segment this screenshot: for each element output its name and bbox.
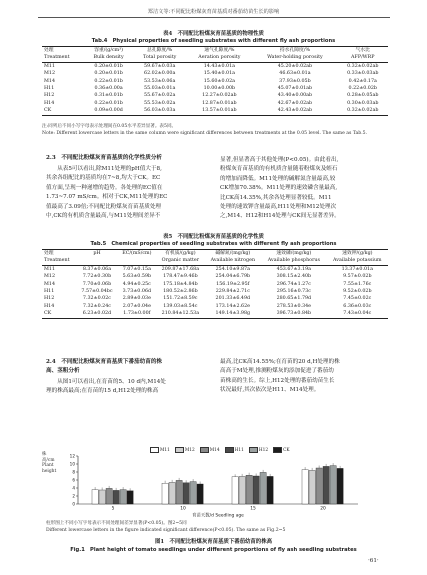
- table5-cell: 254.04±6.79b: [215, 274, 251, 280]
- table4-cell: 42.67±0.02ab: [277, 100, 313, 106]
- paragraph-line: 处理的速效钾含量最高,H11处理和M12处理次: [220, 204, 337, 211]
- table5-cell: H11: [44, 289, 55, 295]
- table4-cell: 46.63±0.01a: [279, 71, 311, 77]
- table4-cell: 0.22±0.01b: [94, 100, 123, 106]
- table4-cell: 10.00±0.00b: [203, 86, 236, 92]
- bar: [330, 466, 336, 504]
- bar: [162, 483, 168, 504]
- table5-cell: 5.63±0.59b: [122, 274, 152, 280]
- paragraph-line: CK增加70.38%。M11处理的速效磷含量最高,: [220, 185, 338, 192]
- table4-row: [42, 62, 388, 70]
- legend-label: M14: [209, 448, 220, 453]
- table4-cell: M12: [44, 71, 56, 77]
- table5-cell: 209.87±17.68a: [161, 266, 200, 272]
- table5-row: [42, 295, 388, 302]
- bar: [120, 490, 126, 504]
- x-tick-label: 20: [320, 506, 326, 512]
- th: Treatment: [42, 54, 84, 62]
- table4-cell: 0.31±0.01b: [94, 93, 123, 99]
- table4-note-en: Note: Different lowercase letters in the same column were significant differences between treatments at the 0.05 level. The same as Tab.5.: [42, 131, 368, 136]
- table4-cell: 12.27±0.02ab: [202, 93, 237, 99]
- table5-caption-en: Tab.5 Chemical properties of seedling substrates with different fly ash proportions: [90, 241, 337, 247]
- table4-cell: 59.67±0.03a: [144, 63, 176, 69]
- th: 碱解氮/(mg/kg): [215, 251, 251, 256]
- bar: [302, 470, 308, 504]
- table5-cell: 173.14±2.62e: [215, 303, 250, 309]
- bar: [197, 484, 203, 504]
- table5-cell: 156.19±2.95f: [216, 281, 250, 287]
- paragraph-line: 显著,但显著高于其他处理(P<0.05)。由此看出,: [220, 157, 339, 163]
- table4-cell: M14: [44, 78, 56, 84]
- table5-row: [42, 265, 388, 273]
- th: 总孔隙度/%: [147, 48, 173, 53]
- table4-cell: 15.60±0.02a: [203, 78, 235, 84]
- th: 容重/(g/cm³): [94, 48, 123, 53]
- table4-cell: 37.93±0.05b: [279, 78, 311, 84]
- table5-cell: 6.36±0.03c: [343, 303, 372, 309]
- table5-row: [42, 281, 388, 288]
- th: pH: [93, 251, 101, 256]
- header-rule: [38, 17, 390, 18]
- table5-cell: 9.57±0.02b: [343, 274, 372, 280]
- th: EC/(mS/cm): [122, 251, 152, 256]
- section-2-3-right-column: [220, 156, 390, 222]
- bar: [232, 477, 238, 504]
- paragraph-line: 比CK高14.35%,其余各处理显著较低。M11: [220, 194, 332, 201]
- table5-cell: 1.73±0.00f: [123, 311, 151, 317]
- bar: [260, 472, 266, 504]
- table4-caption-en: Tab.4 Physical properties of seedling substrates with different fly ash proportions: [91, 38, 336, 44]
- table4-cell: 56.03±0.03a: [144, 108, 176, 114]
- table5-cell: 453.67±3.19a: [276, 266, 312, 272]
- table5-header-cn: [42, 250, 388, 258]
- figure1-note-cn: 柱形图上不同小写字母表示不同处理间差异显著(P<0.05)。图2~5同: [46, 521, 187, 526]
- th: Water-holding porosity: [252, 54, 337, 62]
- table4-cell: 12.87±0.01ab: [202, 100, 237, 106]
- y-tick-label: 8: [72, 469, 75, 475]
- th: 气水比: [355, 48, 370, 53]
- bar: [113, 490, 119, 504]
- th: 速效钾/(g/kg): [342, 251, 373, 256]
- table5-cell: CK: [44, 311, 52, 317]
- bar: [169, 482, 175, 504]
- table4-cell: 53.53±0.06a: [144, 78, 176, 84]
- bar: [323, 466, 329, 504]
- paragraph-line: 值方面,呈现一种递增的趋势。各处理的EC值在: [46, 184, 163, 191]
- th: Organic matter: [156, 257, 204, 265]
- table4-row: [42, 70, 388, 77]
- running-head: 郑洁文等:不同配比粉煤灰育苗基质对番茄幼苗生长的影响: [147, 9, 280, 15]
- section-2-4-heading-line1: 2.4 不同配比粉煤灰育苗基质下番茄幼苗的株: [46, 359, 163, 365]
- paragraph-line: 中,CK的有机质含量最高,与M11处理间差异不: [46, 213, 161, 220]
- y-tick-label: 10: [69, 461, 75, 467]
- th: 通气孔隙度/%: [204, 48, 235, 53]
- legend-label: H12: [258, 448, 269, 453]
- table4-cell: 45.07±0.01ab: [277, 86, 313, 92]
- table4-note-cn: 注:同列后不同小写字母表示处理间在0.05水平差异显著。表5同。: [42, 124, 177, 129]
- bar: [246, 475, 252, 504]
- th: [76, 257, 117, 265]
- bar: [176, 480, 182, 504]
- table4-row: [42, 85, 388, 92]
- table4-cell: 0.22±0.02b: [348, 86, 377, 92]
- table5-cell: 13.37±0.01a: [341, 266, 373, 272]
- table5-cell: H14: [44, 303, 55, 309]
- legend-label: CK: [283, 448, 290, 453]
- figure1-caption-cn: 图1 不同配比粉煤灰育苗基质下番茄幼苗的株高: [155, 539, 272, 545]
- legend-label: M12: [184, 448, 195, 453]
- table4-cell: 15.40±0.01a: [203, 71, 235, 77]
- bar: [316, 468, 322, 504]
- table5-row: [42, 273, 388, 280]
- table4-header-cn: [42, 47, 388, 55]
- table4-cell: 62.02±0.00a: [144, 71, 176, 77]
- table4-cell: 0.36±0.00a: [94, 86, 123, 92]
- table5-cell: 296.74±1.27c: [276, 281, 311, 287]
- table5-cell: 180.52±2.86b: [163, 289, 198, 295]
- paragraph-line: 的增加而降低。M11处理的碱解氮含量最高,较: [220, 175, 336, 182]
- table5-header-en: [42, 257, 388, 265]
- table5-cell: 7.57±0.04bc: [81, 289, 113, 295]
- paragraph-line: 从表5可以看出,除M11处理的pH值大于8,: [46, 166, 162, 172]
- table5-cell: 295.16±0.73c: [276, 289, 311, 295]
- th: 持水孔隙度/%: [279, 48, 311, 53]
- table4-cell: H11: [44, 86, 55, 92]
- bar: [239, 476, 245, 504]
- table4-cell: 0.32±0.02ab: [347, 63, 379, 69]
- th: 有机质/(g/kg): [165, 251, 196, 256]
- th: Available potassium: [327, 257, 388, 265]
- table4-cell: 0.32±0.02ab: [347, 108, 379, 114]
- y-tick-label: 6: [72, 477, 75, 483]
- section-2-4-right-column: [220, 358, 390, 396]
- table4-header-en: [42, 54, 388, 62]
- paragraph-line: 1.73~7.07 mS/cm。相对于CK,M11处理的EC: [46, 194, 168, 201]
- table4-row: [42, 107, 388, 115]
- bar: [127, 491, 133, 504]
- bar: [309, 470, 315, 504]
- table4: [42, 46, 388, 116]
- table5-cell: 7.43±0.04c: [343, 311, 372, 317]
- table5-cell: 175.18±4.84b: [163, 281, 198, 287]
- table5-cell: 396.73±0.84b: [276, 311, 312, 317]
- table4-cell: 45.20±0.02ab: [277, 63, 313, 69]
- table5-cell: 7.70±0.06b: [82, 281, 112, 287]
- table5-cell: 7.72±0.30b: [82, 274, 112, 280]
- bar: [190, 482, 196, 504]
- table4-cell: 55.03±0.01a: [144, 86, 176, 92]
- table5-cell: 7.45±0.02c: [343, 296, 372, 302]
- paragraph-line: 理的株高最高;在育苗的15 d,H12处理的株高: [46, 388, 159, 395]
- paragraph-line: 从图1可以看出,在育苗的5、10 d内,M14处: [46, 379, 166, 385]
- section-2-4-heading-line2: 高、茎粗分析: [46, 368, 80, 374]
- table4-cell: 42.43±0.02ab: [277, 108, 313, 114]
- table4-cell: 0.20±0.01b: [94, 71, 123, 77]
- table5-cell: 2.07±0.04e: [122, 303, 151, 309]
- paragraph-line: 苗株高的生长。综上,H12处理的番茄幼苗生长: [220, 377, 335, 384]
- section-2-3-left-column: [46, 165, 214, 221]
- th: 处理: [44, 251, 54, 256]
- table5-cell: M12: [44, 274, 56, 280]
- page-number: ·61·: [368, 558, 379, 564]
- y-tick-label: 2: [72, 493, 75, 499]
- th: Aeration porosity: [186, 54, 252, 62]
- section-2-4-left-column: [46, 378, 214, 397]
- table5-cell: 7.32±0.24c: [82, 303, 111, 309]
- table5-cell: 278.53±0.34e: [276, 303, 312, 309]
- table5-cell: 7.32±0.02c: [82, 296, 111, 302]
- table4-cell: H12: [44, 93, 55, 99]
- table4-cell: 43.40±0.00ab: [277, 93, 313, 99]
- th: AFP/WRP: [338, 54, 388, 62]
- section-2-3-heading: 2.3 不同配比粉煤灰育苗基质的化学性质分析: [46, 155, 163, 161]
- paragraph-line: 高高于M处理,推测粉煤灰的添加促进了番茄幼: [220, 368, 334, 375]
- table5-cell: 308.15±2.40b: [276, 274, 312, 280]
- th: Total porosity: [133, 54, 186, 62]
- th: Bulk density: [84, 54, 133, 62]
- table5-cell: 178.47±9.46b: [163, 274, 198, 280]
- chart-y-axis-label: 株高/cm Plant height: [42, 452, 57, 474]
- table4-cell: H14: [44, 100, 55, 106]
- table5: [42, 249, 388, 319]
- table5-cell: 280.65±1.79d: [276, 296, 312, 302]
- bar: [337, 468, 343, 504]
- table5-cell: 229.84±2.71c: [215, 289, 250, 295]
- legend-label: M11: [160, 448, 170, 453]
- table5-row: [42, 310, 388, 318]
- th: Available phosphorus: [261, 257, 327, 265]
- paragraph-line: 之,M14、H12和H14处理与CK间无显著差异。: [220, 213, 340, 220]
- table5-cell: 201.33±6.49d: [215, 296, 251, 302]
- y-tick-label: 12: [69, 453, 75, 459]
- paragraph-line: 值最高了3.09倍;不同配比粉煤灰育苗基质处理: [46, 203, 162, 210]
- x-axis-label: 育苗天数/d Seedling age: [192, 513, 244, 518]
- table5-cell: 6.23±0.02d: [82, 311, 112, 317]
- table5-cell: M14: [44, 281, 56, 287]
- x-tick-label: 15: [250, 506, 256, 512]
- table5-cell: 210.84±12.53a: [161, 311, 200, 317]
- table4-cell: M11: [44, 63, 56, 69]
- figure1-caption-en: Fig.1 Plant height of tomato seedlings under different proportions of fly ash seedling substrates: [70, 547, 357, 553]
- table4-cell: 0.20±0.01b: [94, 63, 123, 69]
- paragraph-line: 其余各组配比的基质均在7~8,均大于CK。EC: [46, 175, 161, 182]
- table4-cell: 55.67±0.02a: [144, 93, 176, 99]
- bar: [253, 476, 259, 504]
- table4-cell: 0.33±0.03ab: [347, 71, 379, 77]
- th: [117, 257, 156, 265]
- th: 处理: [44, 48, 54, 53]
- bar: [267, 476, 273, 504]
- table5-cell: 254.10±9.87a: [215, 266, 250, 272]
- bar: [99, 490, 105, 504]
- table4-caption-cn: 表4 不同配比粉煤灰育苗基质的物理性质: [163, 31, 264, 37]
- paragraph-line: 状况最好,其次依次是H11、M14处理。: [220, 387, 320, 394]
- table4-row: [42, 92, 388, 99]
- table5-cell: 4.94±0.25c: [122, 281, 151, 287]
- paragraph-line: 粉煤灰育苗基质的有机质含量随着粉煤灰及蛭石: [220, 166, 338, 173]
- legend-label: H11: [234, 448, 244, 453]
- table4-cell: 0.28±0.05ab: [347, 93, 379, 99]
- table5-cell: 139.03±8.54c: [163, 303, 198, 309]
- table4-cell: 0.22±0.01b: [94, 78, 123, 84]
- table4-cell: CK: [44, 108, 52, 114]
- y-tick-label: 0: [72, 501, 75, 507]
- th: Treatment: [42, 257, 76, 265]
- table4-cell: 0.09±0.00d: [94, 108, 123, 114]
- table5-cell: 149.14±3.98g: [215, 311, 251, 317]
- table4-cell: 14.43±0.01a: [203, 63, 235, 69]
- table4-row: [42, 100, 388, 107]
- table4-cell: 0.30±0.03ab: [347, 100, 379, 106]
- table5-cell: 9.52±0.02b: [343, 289, 372, 295]
- table5-cell: 7.55±1.76c: [343, 281, 372, 287]
- table5-cell: 2.89±0.03e: [122, 296, 151, 302]
- figure1-note-en: Different lowercase letters in the figure indicated significant difference(P<0.05). The same as Fig.2~5: [46, 528, 286, 533]
- table4-row: [42, 78, 388, 85]
- table5-row: [42, 288, 388, 295]
- table5-cell: 151.72±8.59c: [163, 296, 198, 302]
- table4-cell: 0.42±0.17a: [348, 78, 377, 84]
- section-2-4-heading: [46, 358, 216, 376]
- bar: [183, 483, 189, 504]
- paragraph-line: 最高,比CK高14.55%;在育苗的20 d,H处理的株: [220, 359, 340, 365]
- th: Available nitrogen: [205, 257, 262, 265]
- x-tick-label: 5: [111, 506, 115, 512]
- bar: [92, 490, 98, 504]
- y-tick-label: 4: [72, 485, 75, 491]
- table5-cell: 3.73±0.06d: [122, 289, 152, 295]
- table4-cell: 55.53±0.02a: [144, 100, 176, 106]
- table5-row: [42, 303, 388, 310]
- bar: [106, 488, 112, 504]
- table5-caption-cn: 表5 不同配比粉煤灰育苗基质的化学性质: [163, 234, 264, 240]
- plant-height-bar-chart: [58, 446, 364, 518]
- table5-cell: 7.07±0.15a: [122, 266, 151, 272]
- x-tick-label: 10: [180, 506, 186, 512]
- table5-cell: M11: [44, 266, 56, 272]
- table4-cell: 13.57±0.01ab: [202, 108, 237, 114]
- th: 速效磷/(mg/kg): [276, 251, 312, 256]
- table5-cell: 8.37±0.06a: [82, 266, 112, 272]
- table5-cell: H12: [44, 296, 55, 302]
